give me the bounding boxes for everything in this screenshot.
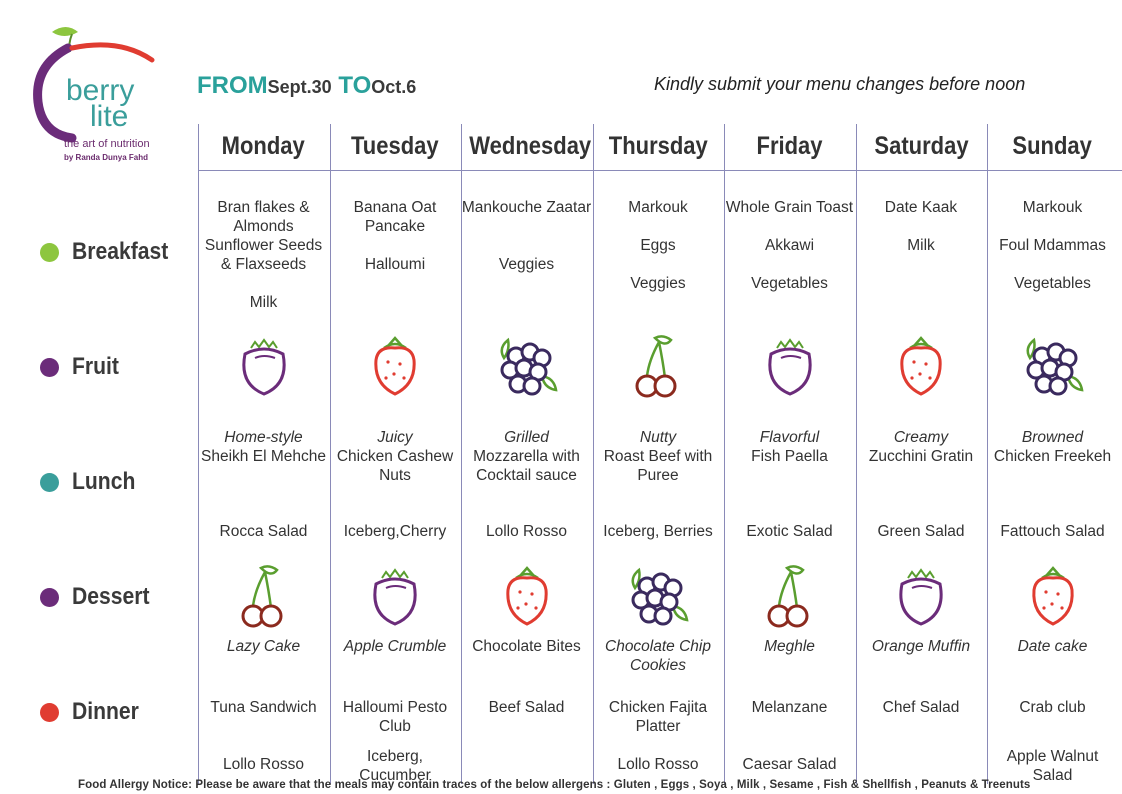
- day-name: Saturday: [873, 132, 969, 160]
- dessert-cell: Chocolate Chip Cookies: [605, 638, 711, 674]
- day-name: Monday: [221, 132, 306, 160]
- meal-label-breakfast: Breakfast: [40, 238, 181, 266]
- spacer: [856, 217, 987, 236]
- dinner-side-cell: Lollo Rosso: [223, 756, 304, 773]
- dinner-cell: Halloumi Pesto Club: [342, 699, 448, 735]
- lunch-adjective: Browned: [1021, 429, 1084, 446]
- strawberry-icon: [494, 564, 560, 630]
- day-column-wednesday: [461, 124, 592, 784]
- lunch-main-cell: [724, 428, 855, 466]
- lunch-adjective: Home-style: [224, 429, 303, 446]
- day-column-thursday: [593, 124, 724, 784]
- day-name: Thursday: [608, 132, 708, 160]
- dinner-side-cell: Caesar Salad: [742, 756, 837, 773]
- spacer: [593, 217, 724, 236]
- lunch-main-cell: [856, 428, 987, 466]
- lunch-adjective: Creamy: [893, 429, 949, 446]
- logo-tagline: the art of nutrition: [64, 138, 150, 150]
- breakfast-item: Akkawi: [764, 237, 815, 254]
- dinner-cell: Chef Salad: [882, 699, 960, 716]
- day-header: [461, 132, 592, 161]
- breakfast-item: Markouk: [1022, 199, 1083, 216]
- lunch-side-cell: Exotic Salad: [746, 523, 833, 540]
- breakfast-dot: [40, 243, 59, 262]
- day-name: Wednesday: [469, 132, 592, 160]
- day-header: [593, 132, 724, 161]
- dinner-cell: Beef Salad: [488, 699, 565, 716]
- spacer: [330, 236, 461, 255]
- dinner-side-cell: Apple Walnut Salad: [1006, 748, 1099, 784]
- fig-icon: [231, 334, 297, 400]
- lunch-adjective: Nutty: [639, 429, 677, 446]
- dinner-side-cell: Iceberg, Cucumber: [359, 748, 431, 784]
- spacer: [987, 217, 1118, 236]
- day-header: [856, 132, 987, 161]
- day-name: Sunday: [1012, 132, 1093, 160]
- spacer: [724, 255, 855, 274]
- breakfast-item: Veggies: [630, 275, 686, 292]
- day-name: Tuesday: [351, 132, 439, 160]
- cherry-icon: [231, 564, 297, 630]
- dinner-side-cell: Lollo Rosso: [617, 756, 699, 773]
- breakfast-item: Milk: [249, 294, 278, 311]
- breakfast-item: Date Kaak: [884, 199, 958, 216]
- dessert-cell: Apple Crumble: [343, 638, 447, 655]
- breakfast-cell: [330, 198, 461, 274]
- lunch-side-cell: Iceberg,Cherry: [343, 523, 447, 540]
- dessert-cell: Lazy Cake: [226, 638, 301, 655]
- logo-brand-line2: lite: [90, 100, 129, 133]
- day-column-friday: [724, 124, 855, 784]
- strawberry-icon: [888, 334, 954, 400]
- lunch-main-cell: [987, 428, 1118, 466]
- lunch-side-cell: Fattouch Salad: [1000, 523, 1105, 540]
- lunch-main-cell: [198, 428, 329, 466]
- breakfast-item: Mankouche Zaatar: [461, 199, 592, 216]
- logo-author: by Randa Dunya Fahd: [64, 153, 149, 162]
- from-date: Sept.30: [267, 77, 332, 97]
- dessert-cell: Date cake: [1017, 638, 1088, 655]
- lunch-adjective: Juicy: [377, 429, 413, 446]
- meal-label-lunch: Lunch: [40, 468, 144, 496]
- dessert-cell: Chocolate Bites: [472, 638, 581, 655]
- logo-brand-line1: berry: [66, 74, 135, 107]
- dessert-cell: Orange Muffin: [871, 638, 971, 655]
- grapes-icon: [1020, 334, 1086, 400]
- lunch-side-cell: Iceberg, Berries: [603, 523, 713, 540]
- day-column-sunday: [987, 124, 1118, 784]
- fig-icon: [888, 564, 954, 630]
- lunch-main-cell: [461, 428, 592, 485]
- cherry-icon: [625, 334, 691, 400]
- breakfast-cell: [987, 198, 1118, 293]
- menu-change-notice: Kindly submit your menu changes before noon: [654, 74, 1026, 94]
- meal-label-dessert: Dessert: [40, 583, 160, 611]
- cherry-icon: [757, 564, 823, 630]
- lunch-side-cell: Green Salad: [877, 523, 965, 540]
- dessert-dot: [40, 588, 59, 607]
- dinner-dot: [40, 703, 59, 722]
- day-header: [724, 132, 855, 161]
- dinner-cell: Crab club: [1019, 699, 1086, 716]
- breakfast-item: Halloumi: [364, 256, 426, 273]
- breakfast-cell: [593, 198, 724, 293]
- lunch-side-cell: Lollo Rosso: [486, 523, 567, 540]
- to-label: TO: [338, 72, 372, 99]
- dinner-cell: Melanzane: [751, 699, 828, 716]
- lunch-dot: [40, 473, 59, 492]
- spacer: [987, 255, 1118, 274]
- day-header: [198, 132, 329, 161]
- day-column-monday: [198, 124, 329, 784]
- strawberry-icon: [362, 334, 428, 400]
- spacer: [461, 217, 592, 236]
- breakfast-item: Markouk: [628, 199, 688, 216]
- day-column-saturday: [856, 124, 987, 784]
- from-label: FROM: [197, 72, 268, 99]
- breakfast-item: Vegetables: [1014, 275, 1091, 292]
- breakfast-cell: [724, 198, 855, 293]
- spacer: [461, 236, 592, 255]
- lunch-adjective: Flavorful: [759, 429, 820, 446]
- breakfast-cell: [461, 198, 592, 274]
- breakfast-item: Milk: [907, 237, 935, 254]
- lunch-main-cell: [330, 428, 461, 485]
- breakfast-item: Bran flakes & Almonds Sunflower Seeds & Flaxseeds: [204, 199, 323, 273]
- day-header: [987, 132, 1118, 161]
- dessert-cell: Meghle: [764, 638, 815, 655]
- breakfast-item: Whole Grain Toast: [725, 199, 854, 216]
- strawberry-icon: [1020, 564, 1086, 630]
- breakfast-item: Veggies: [498, 256, 555, 273]
- breakfast-item: Foul Mdammas: [999, 237, 1106, 254]
- breakfast-item: Vegetables: [751, 275, 828, 292]
- lunch-dish: Chicken Cashew Nuts: [336, 448, 454, 484]
- day-name: Friday: [756, 132, 823, 160]
- breakfast-item: Banana Oat Pancake: [353, 199, 437, 235]
- to-date: Oct.6: [371, 77, 417, 97]
- meal-label-fruit: Fruit: [40, 353, 125, 381]
- breakfast-item: Eggs: [640, 237, 676, 254]
- lunch-dish: Roast Beef with Puree: [603, 448, 713, 484]
- fig-icon: [757, 334, 823, 400]
- lunch-main-cell: [593, 428, 724, 485]
- spacer: [593, 255, 724, 274]
- breakfast-cell: [856, 198, 987, 255]
- spacer: [724, 217, 855, 236]
- lunch-adjective: Grilled: [504, 429, 549, 446]
- allergy-notice: Food Allergy Notice: Please be aware that the meals may contain traces of the below allergens : Gluten , Eggs , Soya , Milk , Sesame , Fish & Shellfish , Peanuts & Treenuts: [78, 779, 1031, 791]
- grapes-icon: [625, 564, 691, 630]
- date-range: [197, 72, 416, 100]
- fruit-dot: [40, 358, 59, 377]
- lunch-dish: Chicken Freekeh: [993, 448, 1112, 465]
- breakfast-cell: [198, 198, 329, 312]
- day-header: [330, 132, 461, 161]
- lunch-dish: Mozzarella with Cocktail sauce: [473, 448, 580, 484]
- lunch-side-cell: Rocca Salad: [219, 523, 308, 540]
- dinner-cell: Tuna Sandwich: [210, 699, 317, 716]
- spacer: [198, 274, 329, 293]
- lunch-dish: Fish Paella: [751, 448, 828, 465]
- meal-label-dinner: Dinner: [40, 698, 148, 726]
- lunch-dish: Zucchini Gratin: [868, 448, 974, 465]
- grapes-icon: [494, 334, 560, 400]
- day-column-tuesday: [330, 124, 461, 784]
- fig-icon: [362, 564, 428, 630]
- lunch-dish: Sheikh El Mehche: [201, 448, 326, 465]
- dinner-cell: Chicken Fajita Platter: [608, 699, 708, 735]
